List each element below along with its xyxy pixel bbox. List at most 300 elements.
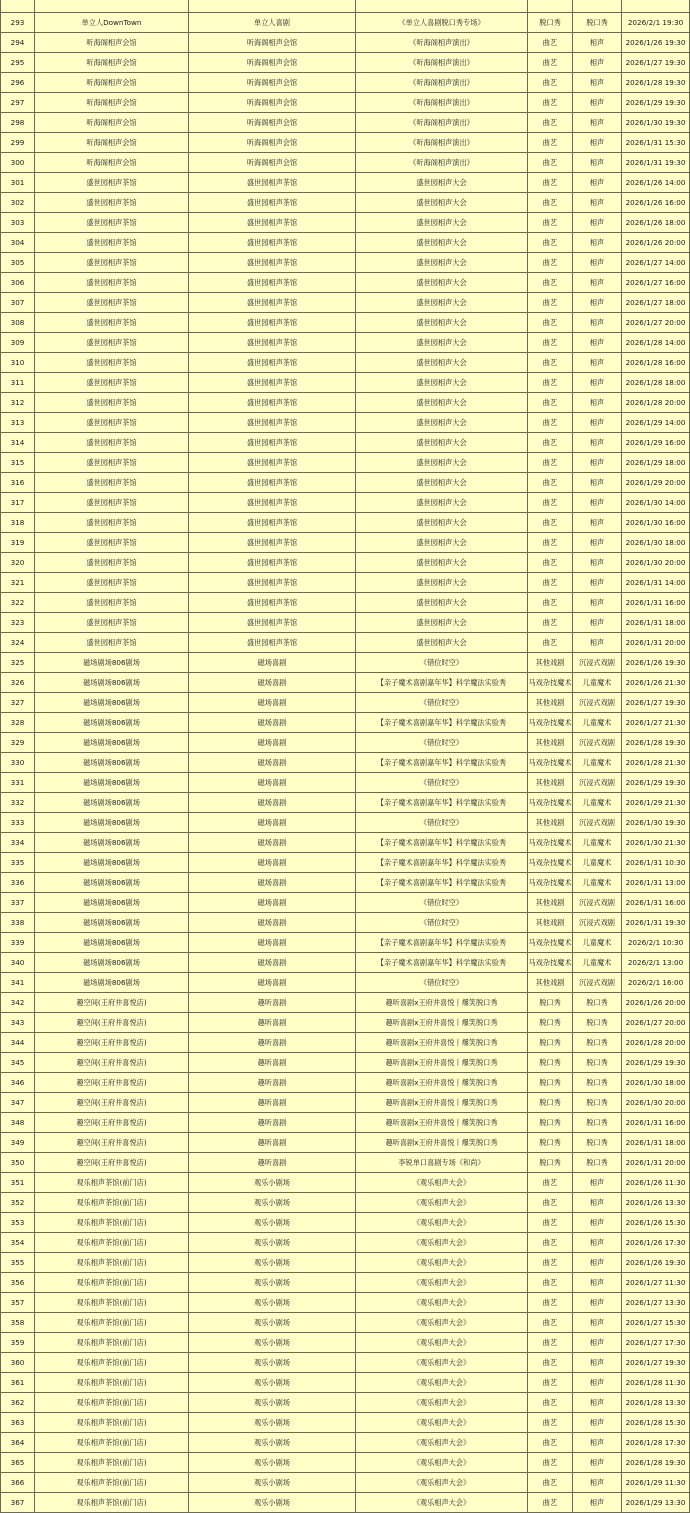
cell-show-title[interactable]: 《观乐相声大会》: [356, 1193, 528, 1213]
cell-category[interactable]: 曲艺: [528, 573, 573, 593]
cell-category[interactable]: 曲艺: [528, 273, 573, 293]
cell-show-time[interactable]: 2026/1/26 19:30: [622, 1253, 690, 1273]
cell-row-number[interactable]: 299: [1, 133, 35, 153]
cell-row-number[interactable]: 366: [1, 1473, 35, 1493]
cell-show-time[interactable]: 2026/1/27 18:00: [622, 293, 690, 313]
cell-organizer[interactable]: 磁场喜剧: [189, 673, 356, 693]
cell-venue[interactable]: 盛世园相声茶馆: [35, 593, 189, 613]
cell-category[interactable]: 曲艺: [528, 1393, 573, 1413]
cell-organizer[interactable]: 观乐小剧场: [189, 1173, 356, 1193]
cell-subcategory[interactable]: 脱口秀: [573, 1013, 622, 1033]
cell-organizer[interactable]: 听海阁相声会馆: [189, 133, 356, 153]
cell-subcategory[interactable]: 儿童魔术: [573, 753, 622, 773]
cell-row-number[interactable]: 331: [1, 773, 35, 793]
cell-category[interactable]: 曲艺: [528, 1373, 573, 1393]
cell-show-title[interactable]: 盛世园相声大会: [356, 433, 528, 453]
cell-organizer[interactable]: 观乐小剧场: [189, 1373, 356, 1393]
cell-subcategory[interactable]: 相声: [573, 453, 622, 473]
cell-venue[interactable]: 观乐相声茶馆(前门店): [35, 1213, 189, 1233]
cell-show-title[interactable]: 【亲子魔术喜剧嘉年华】科学魔法实验秀: [356, 833, 528, 853]
cell-show-time[interactable]: 2026/1/27 20:00: [622, 313, 690, 333]
cell-category[interactable]: 其他戏剧: [528, 653, 573, 673]
cell-show-title[interactable]: 盛世园相声大会: [356, 413, 528, 433]
cell-row-number[interactable]: 339: [1, 933, 35, 953]
cell-row-number[interactable]: 365: [1, 1453, 35, 1473]
cell-organizer[interactable]: 趣听喜剧: [189, 1093, 356, 1113]
cell-show-title[interactable]: 《观乐相声大会》: [356, 1453, 528, 1473]
cell-organizer[interactable]: 磁场喜剧: [189, 973, 356, 993]
cell-venue[interactable]: 盛世园相声茶馆: [35, 513, 189, 533]
cell-subcategory[interactable]: 相声: [573, 1313, 622, 1333]
cell-organizer[interactable]: 趣听喜剧: [189, 1013, 356, 1033]
cell-show-time[interactable]: 2026/1/26 19:30: [622, 33, 690, 53]
cell-organizer[interactable]: 盛世园相声茶馆: [189, 473, 356, 493]
cell-venue[interactable]: 盛世园相声茶馆: [35, 533, 189, 553]
cell-organizer[interactable]: 观乐小剧场: [189, 1293, 356, 1313]
cell-show-time[interactable]: 2026/1/27 16:00: [622, 273, 690, 293]
cell-venue[interactable]: 磁场剧场806剧场: [35, 933, 189, 953]
cell-row-number[interactable]: 295: [1, 53, 35, 73]
cell-row-number[interactable]: 315: [1, 453, 35, 473]
cell-row-number[interactable]: 335: [1, 853, 35, 873]
cell-row-number[interactable]: 337: [1, 893, 35, 913]
cell-category[interactable]: 曲艺: [528, 1493, 573, 1513]
cell-row-number[interactable]: 293: [1, 13, 35, 33]
cell-row-number[interactable]: 313: [1, 413, 35, 433]
cell-category[interactable]: 曲艺: [528, 133, 573, 153]
cell-category[interactable]: 马戏杂技魔术: [528, 673, 573, 693]
cell-subcategory[interactable]: 相声: [573, 573, 622, 593]
cell-venue[interactable]: 磁场剧场806剧场: [35, 913, 189, 933]
cell-category[interactable]: 曲艺: [528, 53, 573, 73]
cell-row-number[interactable]: 343: [1, 1013, 35, 1033]
cell-organizer[interactable]: 观乐小剧场: [189, 1353, 356, 1373]
cell-row-number[interactable]: 363: [1, 1413, 35, 1433]
cell-show-time[interactable]: 2026/1/27 19:30: [622, 693, 690, 713]
cell-show-time[interactable]: 2026/1/28 19:30: [622, 733, 690, 753]
cell-venue[interactable]: 观乐相声茶馆(前门店): [35, 1373, 189, 1393]
cell-subcategory[interactable]: 相声: [573, 293, 622, 313]
cell-venue[interactable]: 盛世园相声茶馆: [35, 173, 189, 193]
cell-organizer[interactable]: 盛世园相声茶馆: [189, 433, 356, 453]
cell-venue[interactable]: [35, 0, 189, 13]
cell-row-number[interactable]: 316: [1, 473, 35, 493]
cell-organizer[interactable]: 盛世园相声茶馆: [189, 173, 356, 193]
cell-show-time[interactable]: 2026/2/1 10:30: [622, 933, 690, 953]
cell-organizer[interactable]: 盛世园相声茶馆: [189, 633, 356, 653]
cell-organizer[interactable]: 磁场喜剧: [189, 933, 356, 953]
cell-subcategory[interactable]: 相声: [573, 193, 622, 213]
cell-organizer[interactable]: 磁场喜剧: [189, 693, 356, 713]
cell-show-time[interactable]: 2026/1/27 11:30: [622, 1273, 690, 1293]
cell-subcategory[interactable]: 脱口秀: [573, 1133, 622, 1153]
cell-organizer[interactable]: 单立人喜剧: [189, 13, 356, 33]
cell-organizer[interactable]: 盛世园相声茶馆: [189, 533, 356, 553]
cell-organizer[interactable]: 磁场喜剧: [189, 853, 356, 873]
cell-show-time[interactable]: 2026/1/27 15:30: [622, 1313, 690, 1333]
cell-venue[interactable]: 盛世园相声茶馆: [35, 453, 189, 473]
cell-organizer[interactable]: 观乐小剧场: [189, 1313, 356, 1333]
cell-show-time[interactable]: 2026/1/27 19:30: [622, 1353, 690, 1373]
cell-show-title[interactable]: 《听海阁相声演出》: [356, 53, 528, 73]
cell-venue[interactable]: 盛世园相声茶馆: [35, 333, 189, 353]
cell-subcategory[interactable]: 相声: [573, 273, 622, 293]
cell-show-time[interactable]: 2026/1/28 19:30: [622, 73, 690, 93]
cell-subcategory[interactable]: 相声: [573, 153, 622, 173]
cell-organizer[interactable]: 盛世园相声茶馆: [189, 373, 356, 393]
cell-show-title[interactable]: 盛世园相声大会: [356, 453, 528, 473]
cell-show-time[interactable]: 2026/1/28 15:30: [622, 1413, 690, 1433]
cell-organizer[interactable]: 盛世园相声茶馆: [189, 393, 356, 413]
cell-venue[interactable]: 盛世园相声茶馆: [35, 273, 189, 293]
cell-organizer[interactable]: 磁场喜剧: [189, 733, 356, 753]
cell-subcategory[interactable]: 相声: [573, 113, 622, 133]
cell-row-number[interactable]: 303: [1, 213, 35, 233]
cell-show-title[interactable]: 【亲子魔术喜剧嘉年华】科学魔法实验秀: [356, 953, 528, 973]
cell-row-number[interactable]: 302: [1, 193, 35, 213]
cell-row-number[interactable]: 333: [1, 813, 35, 833]
cell-organizer[interactable]: 盛世园相声茶馆: [189, 573, 356, 593]
cell-organizer[interactable]: 盛世园相声茶馆: [189, 353, 356, 373]
cell-show-time[interactable]: 2026/1/30 16:00: [622, 513, 690, 533]
cell-show-title[interactable]: 《观乐相声大会》: [356, 1353, 528, 1373]
cell-venue[interactable]: 盛世园相声茶馆: [35, 633, 189, 653]
cell-show-time[interactable]: 2026/1/29 19:30: [622, 773, 690, 793]
cell-category[interactable]: 曲艺: [528, 33, 573, 53]
cell-subcategory[interactable]: 儿童魔术: [573, 673, 622, 693]
cell-row-number[interactable]: 326: [1, 673, 35, 693]
cell-show-title[interactable]: 【亲子魔术喜剧嘉年华】科学魔法实验秀: [356, 793, 528, 813]
cell-show-time[interactable]: 2026/1/29 19:30: [622, 1053, 690, 1073]
cell-category[interactable]: 脱口秀: [528, 1133, 573, 1153]
cell-category[interactable]: 曲艺: [528, 613, 573, 633]
cell-category[interactable]: 曲艺: [528, 1253, 573, 1273]
cell-show-title[interactable]: 盛世园相声大会: [356, 193, 528, 213]
cell-category[interactable]: 其他戏剧: [528, 693, 573, 713]
cell-venue[interactable]: 盛世园相声茶馆: [35, 613, 189, 633]
cell-show-title[interactable]: 《听海阁相声演出》: [356, 133, 528, 153]
cell-subcategory[interactable]: 相声: [573, 233, 622, 253]
cell-venue[interactable]: 趣空间(王府井喜悦店): [35, 1053, 189, 1073]
cell-row-number[interactable]: 346: [1, 1073, 35, 1093]
cell-organizer[interactable]: 观乐小剧场: [189, 1253, 356, 1273]
cell-show-title[interactable]: 李锐单口喜剧专场《和尚》: [356, 1153, 528, 1173]
cell-show-time[interactable]: 2026/1/30 18:00: [622, 1073, 690, 1093]
cell-venue[interactable]: 盛世园相声茶馆: [35, 353, 189, 373]
cell-show-title[interactable]: 盛世园相声大会: [356, 253, 528, 273]
cell-venue[interactable]: 盛世园相声茶馆: [35, 253, 189, 273]
cell-venue[interactable]: 磁场剧场806剧场: [35, 853, 189, 873]
cell-category[interactable]: 曲艺: [528, 473, 573, 493]
cell-subcategory[interactable]: 沉浸式戏剧: [573, 893, 622, 913]
cell-subcategory[interactable]: 相声: [573, 333, 622, 353]
cell-show-title[interactable]: 《观乐相声大会》: [356, 1373, 528, 1393]
cell-subcategory[interactable]: 相声: [573, 73, 622, 93]
cell-venue[interactable]: 观乐相声茶馆(前门店): [35, 1413, 189, 1433]
cell-organizer[interactable]: 磁场喜剧: [189, 653, 356, 673]
cell-venue[interactable]: 盛世园相声茶馆: [35, 553, 189, 573]
cell-show-time[interactable]: 2026/1/31 19:30: [622, 153, 690, 173]
cell-row-number[interactable]: 314: [1, 433, 35, 453]
cell-subcategory[interactable]: 相声: [573, 433, 622, 453]
cell-organizer[interactable]: 趣听喜剧: [189, 1113, 356, 1133]
cell-category[interactable]: 脱口秀: [528, 1053, 573, 1073]
cell-organizer[interactable]: 盛世园相声茶馆: [189, 493, 356, 513]
cell-category[interactable]: 曲艺: [528, 1473, 573, 1493]
cell-subcategory[interactable]: 脱口秀: [573, 1053, 622, 1073]
cell-show-time[interactable]: 2026/2/1 13:00: [622, 953, 690, 973]
cell-show-time[interactable]: 2026/1/29 21:30: [622, 793, 690, 813]
cell-category[interactable]: 曲艺: [528, 393, 573, 413]
cell-row-number[interactable]: 354: [1, 1233, 35, 1253]
cell-show-time[interactable]: 2026/1/27 20:00: [622, 1013, 690, 1033]
cell-category[interactable]: 曲艺: [528, 433, 573, 453]
cell-show-title[interactable]: 《观乐相声大会》: [356, 1433, 528, 1453]
cell-subcategory[interactable]: 相声: [573, 1413, 622, 1433]
cell-venue[interactable]: 观乐相声茶馆(前门店): [35, 1393, 189, 1413]
cell-organizer[interactable]: 听海阁相声会馆: [189, 53, 356, 73]
cell-subcategory[interactable]: 相声: [573, 513, 622, 533]
cell-subcategory[interactable]: 沉浸式戏剧: [573, 733, 622, 753]
cell-row-number[interactable]: 319: [1, 533, 35, 553]
cell-show-title[interactable]: 盛世园相声大会: [356, 593, 528, 613]
cell-show-time[interactable]: 2026/1/30 19:30: [622, 113, 690, 133]
cell-category[interactable]: 曲艺: [528, 313, 573, 333]
cell-category[interactable]: 脱口秀: [528, 1153, 573, 1173]
cell-row-number[interactable]: 304: [1, 233, 35, 253]
cell-show-time[interactable]: 2026/1/28 11:30: [622, 1373, 690, 1393]
cell-show-time[interactable]: 2026/1/26 13:30: [622, 1193, 690, 1213]
cell-subcategory[interactable]: 相声: [573, 353, 622, 373]
cell-category[interactable]: 其他戏剧: [528, 733, 573, 753]
cell-subcategory[interactable]: 相声: [573, 1193, 622, 1213]
cell-organizer[interactable]: 趣听喜剧: [189, 1153, 356, 1173]
cell-show-title[interactable]: 盛世园相声大会: [356, 513, 528, 533]
cell-venue[interactable]: 盛世园相声茶馆: [35, 433, 189, 453]
cell-subcategory[interactable]: 相声: [573, 1373, 622, 1393]
cell-show-title[interactable]: [356, 0, 528, 13]
cell-venue[interactable]: 磁场剧场806剧场: [35, 833, 189, 853]
cell-row-number[interactable]: 347: [1, 1093, 35, 1113]
cell-show-title[interactable]: 盛世园相声大会: [356, 213, 528, 233]
cell-row-number[interactable]: 312: [1, 393, 35, 413]
cell-organizer[interactable]: 听海阁相声会馆: [189, 93, 356, 113]
cell-show-title[interactable]: 《观乐相声大会》: [356, 1273, 528, 1293]
cell-subcategory[interactable]: 脱口秀: [573, 1153, 622, 1173]
cell-venue[interactable]: 趣空间(王府井喜悦店): [35, 1153, 189, 1173]
cell-row-number[interactable]: 300: [1, 153, 35, 173]
cell-venue[interactable]: 盛世园相声茶馆: [35, 293, 189, 313]
cell-organizer[interactable]: 盛世园相声茶馆: [189, 333, 356, 353]
cell-organizer[interactable]: 磁场喜剧: [189, 813, 356, 833]
cell-show-title[interactable]: 盛世园相声大会: [356, 173, 528, 193]
cell-show-title[interactable]: 《观乐相声大会》: [356, 1253, 528, 1273]
cell-row-number[interactable]: 298: [1, 113, 35, 133]
cell-show-title[interactable]: 《观乐相声大会》: [356, 1173, 528, 1193]
cell-row-number[interactable]: 309: [1, 333, 35, 353]
cell-show-title[interactable]: 《错位时空》: [356, 773, 528, 793]
cell-subcategory[interactable]: [573, 0, 622, 13]
cell-venue[interactable]: 磁场剧场806剧场: [35, 973, 189, 993]
cell-organizer[interactable]: 盛世园相声茶馆: [189, 613, 356, 633]
cell-category[interactable]: 曲艺: [528, 593, 573, 613]
cell-show-title[interactable]: 盛世园相声大会: [356, 293, 528, 313]
cell-venue[interactable]: 盛世园相声茶馆: [35, 193, 189, 213]
cell-category[interactable]: 曲艺: [528, 1213, 573, 1233]
cell-show-time[interactable]: 2026/1/31 20:00: [622, 1153, 690, 1173]
cell-show-time[interactable]: 2026/1/31 16:00: [622, 1113, 690, 1133]
cell-row-number[interactable]: 356: [1, 1273, 35, 1293]
cell-category[interactable]: 曲艺: [528, 293, 573, 313]
cell-organizer[interactable]: 观乐小剧场: [189, 1393, 356, 1413]
cell-row-number[interactable]: 296: [1, 73, 35, 93]
cell-subcategory[interactable]: 相声: [573, 1233, 622, 1253]
cell-show-title[interactable]: 趣听喜剧x王府井喜悦丨爆笑脱口秀: [356, 1013, 528, 1033]
cell-category[interactable]: 马戏杂技魔术: [528, 793, 573, 813]
cell-category[interactable]: 马戏杂技魔术: [528, 853, 573, 873]
cell-show-title[interactable]: 《观乐相声大会》: [356, 1213, 528, 1233]
cell-subcategory[interactable]: 相声: [573, 1473, 622, 1493]
cell-subcategory[interactable]: 脱口秀: [573, 993, 622, 1013]
cell-show-title[interactable]: 盛世园相声大会: [356, 313, 528, 333]
cell-show-title[interactable]: 盛世园相声大会: [356, 333, 528, 353]
cell-show-time[interactable]: 2026/1/31 14:00: [622, 573, 690, 593]
cell-show-time[interactable]: 2026/1/28 18:00: [622, 373, 690, 393]
cell-row-number[interactable]: 301: [1, 173, 35, 193]
cell-venue[interactable]: 磁场剧场806剧场: [35, 693, 189, 713]
cell-show-title[interactable]: 趣听喜剧x王府井喜悦丨爆笑脱口秀: [356, 1073, 528, 1093]
cell-show-time[interactable]: 2026/1/26 15:30: [622, 1213, 690, 1233]
cell-row-number[interactable]: 350: [1, 1153, 35, 1173]
cell-venue[interactable]: 盛世园相声茶馆: [35, 213, 189, 233]
cell-row-number[interactable]: 361: [1, 1373, 35, 1393]
cell-subcategory[interactable]: 相声: [573, 1173, 622, 1193]
cell-organizer[interactable]: 趣听喜剧: [189, 1033, 356, 1053]
cell-show-time[interactable]: 2026/1/30 20:00: [622, 553, 690, 573]
cell-show-time[interactable]: 2026/1/31 16:00: [622, 593, 690, 613]
cell-category[interactable]: 马戏杂技魔术: [528, 713, 573, 733]
cell-row-number[interactable]: 341: [1, 973, 35, 993]
cell-row-number[interactable]: 308: [1, 313, 35, 333]
cell-row-number[interactable]: 360: [1, 1353, 35, 1373]
cell-row-number[interactable]: 351: [1, 1173, 35, 1193]
cell-category[interactable]: 其他戏剧: [528, 813, 573, 833]
cell-category[interactable]: 其他戏剧: [528, 893, 573, 913]
cell-subcategory[interactable]: 儿童魔术: [573, 933, 622, 953]
cell-organizer[interactable]: 磁场喜剧: [189, 873, 356, 893]
cell-row-number[interactable]: 332: [1, 793, 35, 813]
cell-organizer[interactable]: 听海阁相声会馆: [189, 153, 356, 173]
cell-show-time[interactable]: 2026/1/31 18:00: [622, 1133, 690, 1153]
cell-category[interactable]: 脱口秀: [528, 1033, 573, 1053]
cell-show-title[interactable]: 趣听喜剧x王府井喜悦丨爆笑脱口秀: [356, 1113, 528, 1133]
cell-show-time[interactable]: 2026/1/30 19:30: [622, 813, 690, 833]
cell-show-time[interactable]: 2026/1/27 17:30: [622, 1333, 690, 1353]
cell-row-number[interactable]: [1, 0, 35, 13]
cell-venue[interactable]: 盛世园相声茶馆: [35, 393, 189, 413]
cell-organizer[interactable]: 趣听喜剧: [189, 1073, 356, 1093]
cell-show-title[interactable]: 盛世园相声大会: [356, 613, 528, 633]
cell-row-number[interactable]: 355: [1, 1253, 35, 1273]
cell-show-time[interactable]: 2026/1/28 17:30: [622, 1433, 690, 1453]
cell-venue[interactable]: 听海阁相声会馆: [35, 113, 189, 133]
cell-category[interactable]: 曲艺: [528, 453, 573, 473]
cell-row-number[interactable]: 349: [1, 1133, 35, 1153]
cell-organizer[interactable]: 趣听喜剧: [189, 1053, 356, 1073]
cell-show-time[interactable]: 2026/1/31 16:00: [622, 893, 690, 913]
cell-show-time[interactable]: 2026/1/28 14:00: [622, 333, 690, 353]
cell-venue[interactable]: 盛世园相声茶馆: [35, 313, 189, 333]
cell-show-time[interactable]: 2026/2/1 16:00: [622, 973, 690, 993]
cell-organizer[interactable]: 观乐小剧场: [189, 1193, 356, 1213]
cell-subcategory[interactable]: 相声: [573, 373, 622, 393]
cell-show-title[interactable]: 盛世园相声大会: [356, 633, 528, 653]
cell-organizer[interactable]: 磁场喜剧: [189, 773, 356, 793]
cell-show-time[interactable]: 2026/1/27 21:30: [622, 713, 690, 733]
cell-subcategory[interactable]: 脱口秀: [573, 13, 622, 33]
cell-show-time[interactable]: 2026/1/27 14:00: [622, 253, 690, 273]
cell-category[interactable]: 曲艺: [528, 1353, 573, 1373]
cell-venue[interactable]: 观乐相声茶馆(前门店): [35, 1193, 189, 1213]
cell-venue[interactable]: 观乐相声茶馆(前门店): [35, 1273, 189, 1293]
cell-subcategory[interactable]: 沉浸式戏剧: [573, 813, 622, 833]
cell-show-time[interactable]: 2026/1/26 20:00: [622, 993, 690, 1013]
cell-show-title[interactable]: 盛世园相声大会: [356, 273, 528, 293]
cell-category[interactable]: 马戏杂技魔术: [528, 873, 573, 893]
cell-show-time[interactable]: 2026/1/28 16:00: [622, 353, 690, 373]
cell-category[interactable]: 脱口秀: [528, 1113, 573, 1133]
cell-venue[interactable]: 磁场剧场806剧场: [35, 773, 189, 793]
cell-show-title[interactable]: 《观乐相声大会》: [356, 1313, 528, 1333]
cell-subcategory[interactable]: 相声: [573, 1213, 622, 1233]
cell-category[interactable]: 曲艺: [528, 73, 573, 93]
cell-show-title[interactable]: 盛世园相声大会: [356, 573, 528, 593]
cell-venue[interactable]: 观乐相声茶馆(前门店): [35, 1473, 189, 1493]
cell-show-time[interactable]: [622, 0, 690, 13]
cell-subcategory[interactable]: 相声: [573, 393, 622, 413]
cell-subcategory[interactable]: 相声: [573, 613, 622, 633]
cell-venue[interactable]: 磁场剧场806剧场: [35, 893, 189, 913]
cell-venue[interactable]: 盛世园相声茶馆: [35, 233, 189, 253]
cell-subcategory[interactable]: 相声: [573, 1453, 622, 1473]
cell-organizer[interactable]: 磁场喜剧: [189, 953, 356, 973]
cell-category[interactable]: 脱口秀: [528, 1013, 573, 1033]
cell-organizer[interactable]: 盛世园相声茶馆: [189, 413, 356, 433]
cell-subcategory[interactable]: 相声: [573, 1273, 622, 1293]
cell-organizer[interactable]: 盛世园相声茶馆: [189, 233, 356, 253]
cell-row-number[interactable]: 307: [1, 293, 35, 313]
cell-row-number[interactable]: 306: [1, 273, 35, 293]
cell-venue[interactable]: 磁场剧场806剧场: [35, 953, 189, 973]
cell-subcategory[interactable]: 儿童魔术: [573, 713, 622, 733]
cell-row-number[interactable]: 358: [1, 1313, 35, 1333]
cell-show-title[interactable]: 《听海阁相声演出》: [356, 73, 528, 93]
cell-show-title[interactable]: 《观乐相声大会》: [356, 1293, 528, 1313]
cell-row-number[interactable]: 367: [1, 1493, 35, 1513]
cell-show-title[interactable]: 盛世园相声大会: [356, 233, 528, 253]
cell-subcategory[interactable]: 相声: [573, 473, 622, 493]
cell-show-title[interactable]: 趣听喜剧x王府井喜悦丨爆笑脱口秀: [356, 1133, 528, 1153]
cell-venue[interactable]: 听海阁相声会馆: [35, 33, 189, 53]
cell-organizer[interactable]: 盛世园相声茶馆: [189, 253, 356, 273]
cell-subcategory[interactable]: 沉浸式戏剧: [573, 913, 622, 933]
cell-show-title[interactable]: 《观乐相声大会》: [356, 1393, 528, 1413]
cell-organizer[interactable]: 观乐小剧场: [189, 1213, 356, 1233]
cell-organizer[interactable]: 磁场喜剧: [189, 793, 356, 813]
cell-subcategory[interactable]: 沉浸式戏剧: [573, 693, 622, 713]
cell-show-time[interactable]: 2026/1/30 21:30: [622, 833, 690, 853]
cell-show-title[interactable]: 【亲子魔术喜剧嘉年华】科学魔法实验秀: [356, 933, 528, 953]
